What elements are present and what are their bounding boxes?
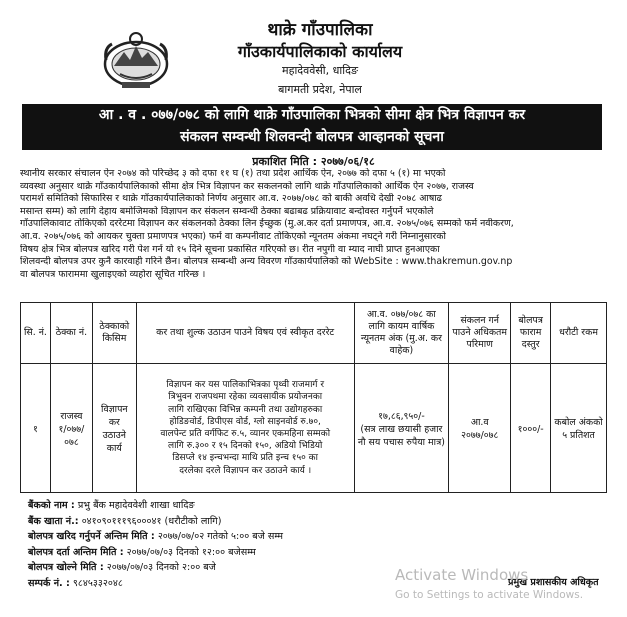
municipality-name: थाक्रे गाँउपालिका xyxy=(267,20,373,40)
cell-minimum-amount xyxy=(354,364,449,493)
col-header-minimum-amount: आ.व. ०७७/०७८ का लागि कायम वार्षिक न्यूनतम अंक (मु.अ. कर वाहेक) xyxy=(354,303,449,364)
register-deadline-row xyxy=(28,545,283,561)
minimum-amount-figure: १७,८६,९५०/- xyxy=(378,410,425,422)
register-deadline-label: बोलपत्र दर्ता अन्तिम मिति : xyxy=(28,546,124,558)
register-deadline-value: २०७७/०७/०३ दिनको १२:०० बजेसम्म xyxy=(126,546,256,558)
paragraph-line: आ.व. २०७५/०७६ को आयकर चुक्ता प्रमाणपत्र भएका) फर्म वा कम्पनीवाट तोकिएको न्यूनतम अंकमा नघट्ने गरी निम्नानुसारको xyxy=(20,230,446,242)
opening-date-label: बोलपत्र खोल्ने मिति : xyxy=(28,562,104,574)
notice-title xyxy=(22,104,602,150)
paragraph-line: मसान्त सम्म) को लागि देहाय बमोजिमको विज्ञापन कर संकलन सम्वन्धी ठेक्का बढाबढ प्रक्रियावाट बन्दोवस्त गर्नुपर्ने भएकोले xyxy=(20,205,434,217)
paragraph-line: व्यवस्था अनुसार थाक्रे गाँउकार्यपालिकाको सीमा क्षेत्र भित्र विज्ञापन कर सकलनको लागि थाक्रे गाँउपालिकाको आर्थिक ऐन २०७७, राजस्व xyxy=(20,180,474,192)
province-name: बागमती प्रदेश, नेपाल xyxy=(278,83,362,96)
description-line: विज्ञापन कर यस पालिकाभित्रका पृथ्वी राजमार्ग र xyxy=(166,380,325,391)
cell-description xyxy=(136,364,354,493)
contact-row xyxy=(28,576,283,592)
description-line: डिसप्ले १४ इन्चभन्दा माथि प्रति इन्च १५० का xyxy=(172,453,318,464)
paragraph-line: शिलवन्दी बोलपत्र उपर कुनै कारवाही गरिने छैन। बोलपत्र सम्बन्धी अन्य विवरण गाँउकार्यपालिको को WebSite : www.thakremun.gov.np xyxy=(20,256,513,268)
paragraph-line: स्थानीय सरकार संचालन ऐन २०७४ को परिच्छेद ३ को दफा ११ घ (१) तथा प्रदेश आर्थिक ऐन, २०७७ को दफा ५ (१) मा भएको xyxy=(20,168,446,179)
description-line: लागि राखिएका विभिन्न कम्पनी तथा उद्योगहरुका xyxy=(168,404,323,415)
bid-details xyxy=(28,498,283,592)
cell-sn: १ xyxy=(21,364,51,493)
col-header-contract-no: ठेक्का नं. xyxy=(50,303,92,364)
office-name: गाँउकार्यपालिकाको कार्यालय xyxy=(237,42,403,61)
account-label: बैंक खाता नं.: xyxy=(28,515,79,527)
paragraph-line: विषय क्षेत्र भित्र बोलपत्र खरिद गरी पेश गर्न यो १५ दिने सूचना प्रकासित गरिएको छ। रीत नपुगी वा म्याद नाघी प्राप्त हुनआएका xyxy=(20,243,440,255)
purchase-deadline-row xyxy=(28,529,283,545)
contact-value: ९८४५३३२०४८ xyxy=(72,577,123,589)
contract-no-part: १/०७७/ xyxy=(58,423,85,435)
opening-date-row xyxy=(28,560,283,576)
description-line: वालपेन्ट प्रति वर्गफिट रु.५, व्यानर एकमहिना सम्मको xyxy=(160,429,331,439)
table-header-row xyxy=(21,303,607,364)
paragraph-line: गाँउपालिकावाट तोकिएको दररेटमा विज्ञापन कर संकलनको ठेक्का लिन ईच्छुक (मु.अ.कर दर्ता प्रमाणपत्र, आ.व. २०७५/०७६ सम्मको फर्म नवीकरण, xyxy=(20,218,514,230)
contact-label: सम्पर्क नं. : xyxy=(28,577,70,589)
cell-form-fee: १०००/- xyxy=(511,364,551,493)
cell-contract-no xyxy=(50,364,92,493)
table-row xyxy=(21,364,607,493)
account-value: ०४१०९०१११९६०००४१ (धरौटीको लागि) xyxy=(81,515,222,527)
col-header-implementation-period: संकलन गर्न पाउने अधिकतम परिमाण xyxy=(449,303,511,364)
cell-deposit: कबोल अंकको ५ प्रतिशत xyxy=(551,364,607,493)
watermark-subtitle: Go to Settings to activate Windows. xyxy=(395,589,584,601)
col-header-subject: कर तथा शुल्क उठाउन पाउने विषय एवं स्वीकृत दररेट xyxy=(136,303,354,364)
activate-windows-watermark xyxy=(395,566,583,601)
bank-name-label: बैंकको नाम : xyxy=(28,500,75,511)
contract-no-part: ०७८ xyxy=(64,436,79,448)
col-header-sn: सि. नं. xyxy=(21,303,51,364)
description-line: दरलेका दरले विज्ञापन कर उठाउने कार्य । xyxy=(179,465,312,476)
bank-name-row xyxy=(28,498,283,514)
col-header-contract-type: ठेक्काको किसिम xyxy=(92,303,136,364)
cell-contract-type: विज्ञापन कर उठाउने कार्य xyxy=(92,364,136,493)
purchase-deadline-value: २०७७/०७/०२ गतेको ५:०० बजे सम्म xyxy=(157,531,283,543)
contract-no-part: राजस्व xyxy=(60,410,83,422)
description-line: त्रिभुवन राजपथमा रहेका व्यवसायीक प्रयोजनका xyxy=(168,392,323,403)
col-header-form-fee: बोलपत्र फाराम दस्तुर xyxy=(511,303,551,364)
period-part: २०७७/०७८ xyxy=(461,430,499,441)
purchase-deadline-label: बोलपत्र खरिद गर्नुपर्ने अन्तिम मिति : xyxy=(28,531,155,543)
description-line: होडिङवोर्ड, डिपीएस वोर्ड, ग्लो साइनवोर्ड रु.७०, xyxy=(169,416,321,427)
bank-name-value: प्रभु बैंक महादेववेशी शाखा धादिङ xyxy=(77,500,195,511)
signatory: प्रमुख प्रशासकीय अधिकृत xyxy=(508,577,599,588)
notice-paragraph xyxy=(20,168,610,281)
watermark-title: Activate Windows xyxy=(395,566,529,584)
paragraph-line: परामर्श समितिको सिफारिस र थाक्रे गाँउकार्यपालिकाको निर्णय अनुसार आ.व. २०७७/०७८ को बाकी अवधि देखी २०७८ आषाढ xyxy=(20,193,442,205)
opening-date-value: २०७७/०७/०३ दिनको २:०० बजे xyxy=(106,562,216,574)
notice-title-line2: संकलन सम्वन्धी शिलवन्दी बोलपत्र आव्हानको सूचना xyxy=(180,129,444,145)
cell-implementation-period xyxy=(449,364,511,493)
minimum-amount-words: (सत्र लाख छयासी हजार नौ सय पचास रुपैया मात्र) xyxy=(357,423,445,448)
col-header-deposit: धरौटी रकम xyxy=(551,303,607,364)
account-row xyxy=(28,514,283,530)
office-address: महादेववेसी, धादिङ xyxy=(282,64,358,77)
description-line: लागि रु.३०० र १५ दिनको १५०, अडियो भिडियो xyxy=(168,441,323,452)
paragraph-line: वा बोलपत्र फाराममा खुलाइएको व्यहोरा सूचित गरिन्छ । xyxy=(20,268,206,280)
period-part: आ.व xyxy=(470,417,489,428)
contract-table xyxy=(20,302,607,493)
notice-title-line1: आ . व . ०७७/०७८ को लागि थाक्रे गाँउपालिका भित्रको सीमा क्षेत्र भित्र विज्ञापन कर xyxy=(98,107,526,123)
published-date: प्रकाशित मिति : २०७७/०६/१८ xyxy=(252,155,375,168)
